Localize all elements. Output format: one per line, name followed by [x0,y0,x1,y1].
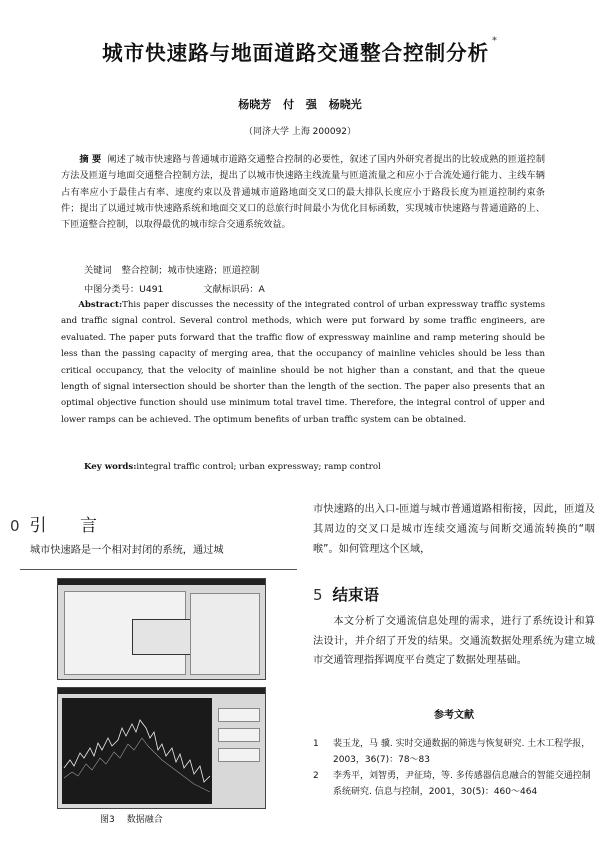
abstract-en-label: Abstract: [78,300,123,310]
affiliation: （同济大学 上海 200092） [243,127,357,137]
authors: 杨晓芳 付 强 杨晓光 [238,98,362,111]
abstract-en-text: This paper discusses the necessity of the integrated control of urban expressway traffic systems and traffic signal control. Several control methods, which were put forward by some traffic engineers, are evaluated. The paper puts forward that the traffic flow of expressway mainline and ramp metering should be less than the passing capacity of merging area, that the occupancy of mainline vehicles should be less than critical occupancy, that the velocity of mainline should be not higher than a constant, and that the queue length of signal intersection should be shorter than the length of the section. The paper also presents that an optimal objective function should use minimum total travel time. Therefore, the integral control of upper and lower ramps can be achieved. The optimum benefits of urban traffic system can be obtained. [61,300,545,425]
keywords-cn [84,262,259,276]
keywords-cn-label: 关键词 [84,265,112,276]
figure-screenshot-dialog [57,578,266,680]
data-fusion-plot [62,698,212,804]
abstract-cn-text: 阐述了城市快速路与普通城市道路交通整合控制的必要性，叙述了国内外研究者提出的比较成熟的匝道控制方法及匝道与地面交通整合控制方法，提出了以城市快速路主线流量与匝道流量之和应小于合流处通行能力、主线车辆占有率应小于最佳占有率、速度约束以及普通城市道路地面交叉口的最大排队长度应小于路段长度为匝道控制约束条件；提出了以通过城市快速路系统和地面交叉口的总旅行时间最小为优化目标函数，实现城市快速路与普通道路的上、下匝道整合控制，以取得最优的城市综合交通系统效益。 [61,154,546,231]
button-3 [218,748,260,762]
window-titlebar [58,579,265,585]
right-column-paragraph: 市快速路的出入口-匝道与城市普通道路相衔接，因此，匝道及其周边的交叉口是城市连续交通流与间断交通流转换的“咽喉”。如何管理这个区域， [313,504,595,555]
window-titlebar [58,688,265,694]
paper-title: 城市快速路与地面道路交通整合控制分析 * [102,36,498,65]
conclusion-paragraph: 本文分析了交通流信息处理的需求，进行了系统设计和算法设计，并介绍了开发的结果。交通流数据处理系统为建立城市交通管理指挥调度平台奠定了数据处理基础。 [313,616,595,666]
classification-line: 中图分类号：U491 文献标识码：A [84,284,265,295]
references-heading: 参考文献 [434,710,474,721]
column-rule [20,569,297,570]
figure-caption: 图3 数据融合 [100,815,163,825]
reference-item: 1 裴玉龙，马 骥. 实时交通数据的筛选与恢复研究. 土木工程学报，2003，36(7)：78～83 [313,739,591,765]
abstract-en [61,297,545,428]
intro-paragraph: 城市快速路是一个相对封闭的系统，通过城 [30,545,224,556]
abstract-cn [61,152,545,233]
section-0-heading: 0 引 言 [10,516,111,536]
reference-item: 2 李秀平，刘智勇，尹征琦，等. 多传感器信息融合的智能交通控制系统研究. 信息与控制，2001，30(5)：460～464 [313,771,591,797]
figure-screenshot-chart [57,687,266,809]
button-2 [218,728,260,742]
abstract-cn-label: 摘 要 [79,154,102,165]
keywords-cn-text: 整合控制；城市快速路；匝道控制 [121,265,260,276]
side-panel [190,593,260,675]
button-1 [218,708,260,722]
keywords-en: Key words:integral traffic control; urban expressway; ramp control [84,462,381,472]
section-5-heading: 5 结束语 [313,586,380,604]
title-footnote-mark: * [492,36,498,46]
